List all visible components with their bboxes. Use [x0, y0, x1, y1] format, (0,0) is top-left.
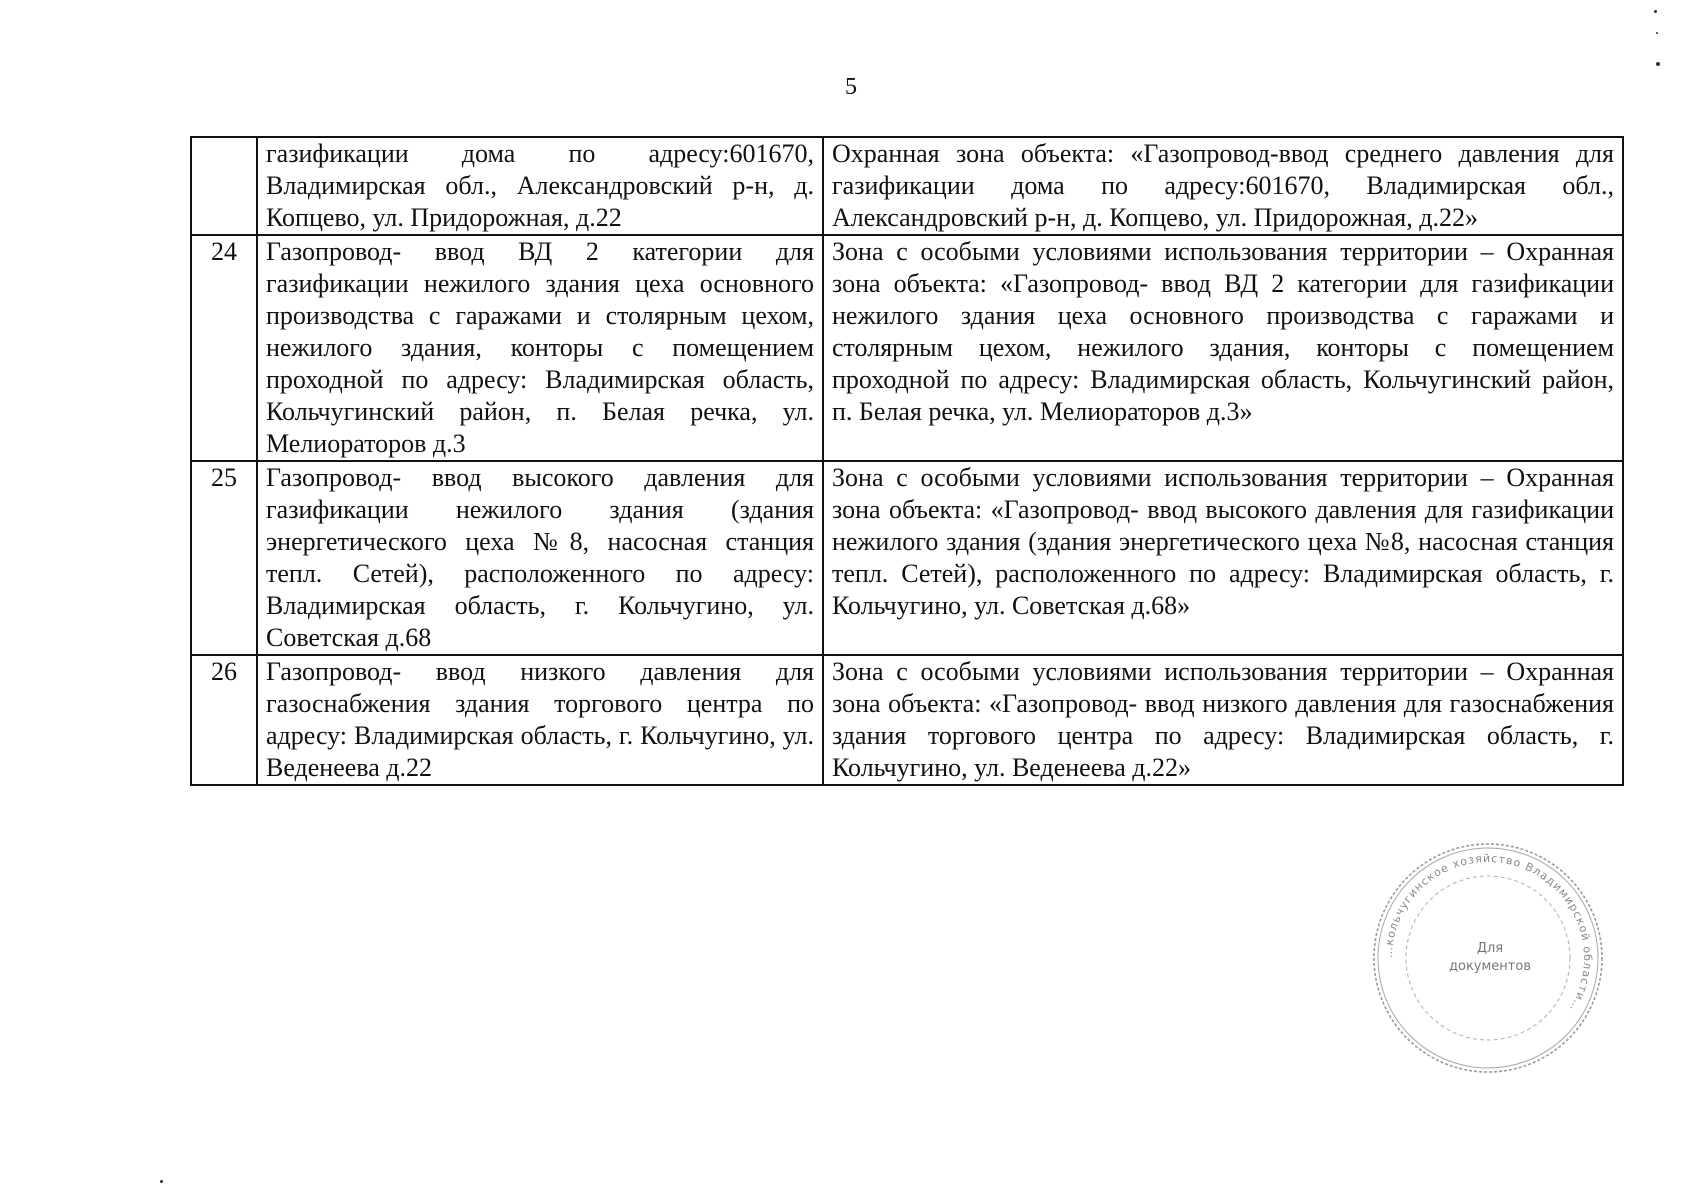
row-number: 24: [191, 235, 257, 461]
page-number: 5: [845, 74, 857, 100]
scan-speck: [1656, 62, 1660, 66]
scan-speck: [1654, 10, 1657, 13]
table-row: [191, 137, 1623, 235]
object-description: газификации дома по адресу:601670, Владимирская обл., Александровский р-н, д. Копцево, ул. Придорожная, д.22: [257, 137, 823, 235]
table-row: [191, 655, 1623, 785]
zone-description: Зона с особыми условиями использования территории – Охранная зона объекта: «Газопровод- ввод высокого давления для газификации нежилого здания (здания энергетического цеха №8, насосная станция тепл. Сетей), расположенного по адресу: Владимирская область, г. Кольчугино, ул. Советская д.68»: [823, 461, 1623, 655]
row-number: [191, 137, 257, 235]
stamp-center-line-1: Для: [1476, 941, 1504, 956]
object-description: Газопровод- ввод ВД 2 категории для газификации нежилого здания цеха основного производства с гаражами и столярным цехом, нежилого здания, конторы с помещением проходной по адресу: Владимирская область, Кольчугинский район, п. Белая речка, ул. Мелиораторов д.3: [257, 235, 823, 461]
zones-table: [190, 136, 1624, 786]
scan-speck: [160, 1180, 163, 1183]
round-stamp: [1370, 840, 1606, 1076]
object-description: Газопровод- ввод высокого давления для газификации нежилого здания (здания энергетического цеха №8, насосная станция тепл. Сетей), расположенного по адресу: Владимирская область, г. Кольчугино, ул. Советская д.68: [257, 461, 823, 655]
stamp-seal-icon: [1370, 840, 1606, 1076]
stamp-center-line-2: документов: [1449, 959, 1531, 974]
row-number: 25: [191, 461, 257, 655]
zone-description: Зона с особыми условиями использования территории – Охранная зона объекта: «Газопровод- ввод низкого давления для газоснабжения здания торгового центра по адресу: Владимирская область, г. Кольчугино, ул. Веденеева д.22»: [823, 655, 1623, 785]
zone-description: Зона с особыми условиями использования территории – Охранная зона объекта: «Газопровод- ввод ВД 2 категории для газификации нежилого здания цеха основного производства с гаражами и столярным цехом, нежилого здания, конторы с помещением проходной по адресу: Владимирская область, Кольчугинский район, п. Белая речка, ул. Мелиораторов д.3»: [823, 235, 1623, 461]
zone-description: Охранная зона объекта: «Газопровод-ввод среднего давления для газификации дома по адресу:601670, Владимирская обл., Александровский р-н, д. Копцево, ул. Придорожная, д.22»: [823, 137, 1623, 235]
scan-speck: [1656, 32, 1658, 34]
table-row: [191, 461, 1623, 655]
row-number: 26: [191, 655, 257, 785]
stamp-ring-text: …кольчугинское хозяйство Владимирской области…: [1381, 851, 1595, 1015]
table-row: [191, 235, 1623, 461]
object-description: Газопровод- ввод низкого давления для газоснабжения здания торгового центра по адресу: Владимирская область, г. Кольчугино, ул. Веденеева д.22: [257, 655, 823, 785]
